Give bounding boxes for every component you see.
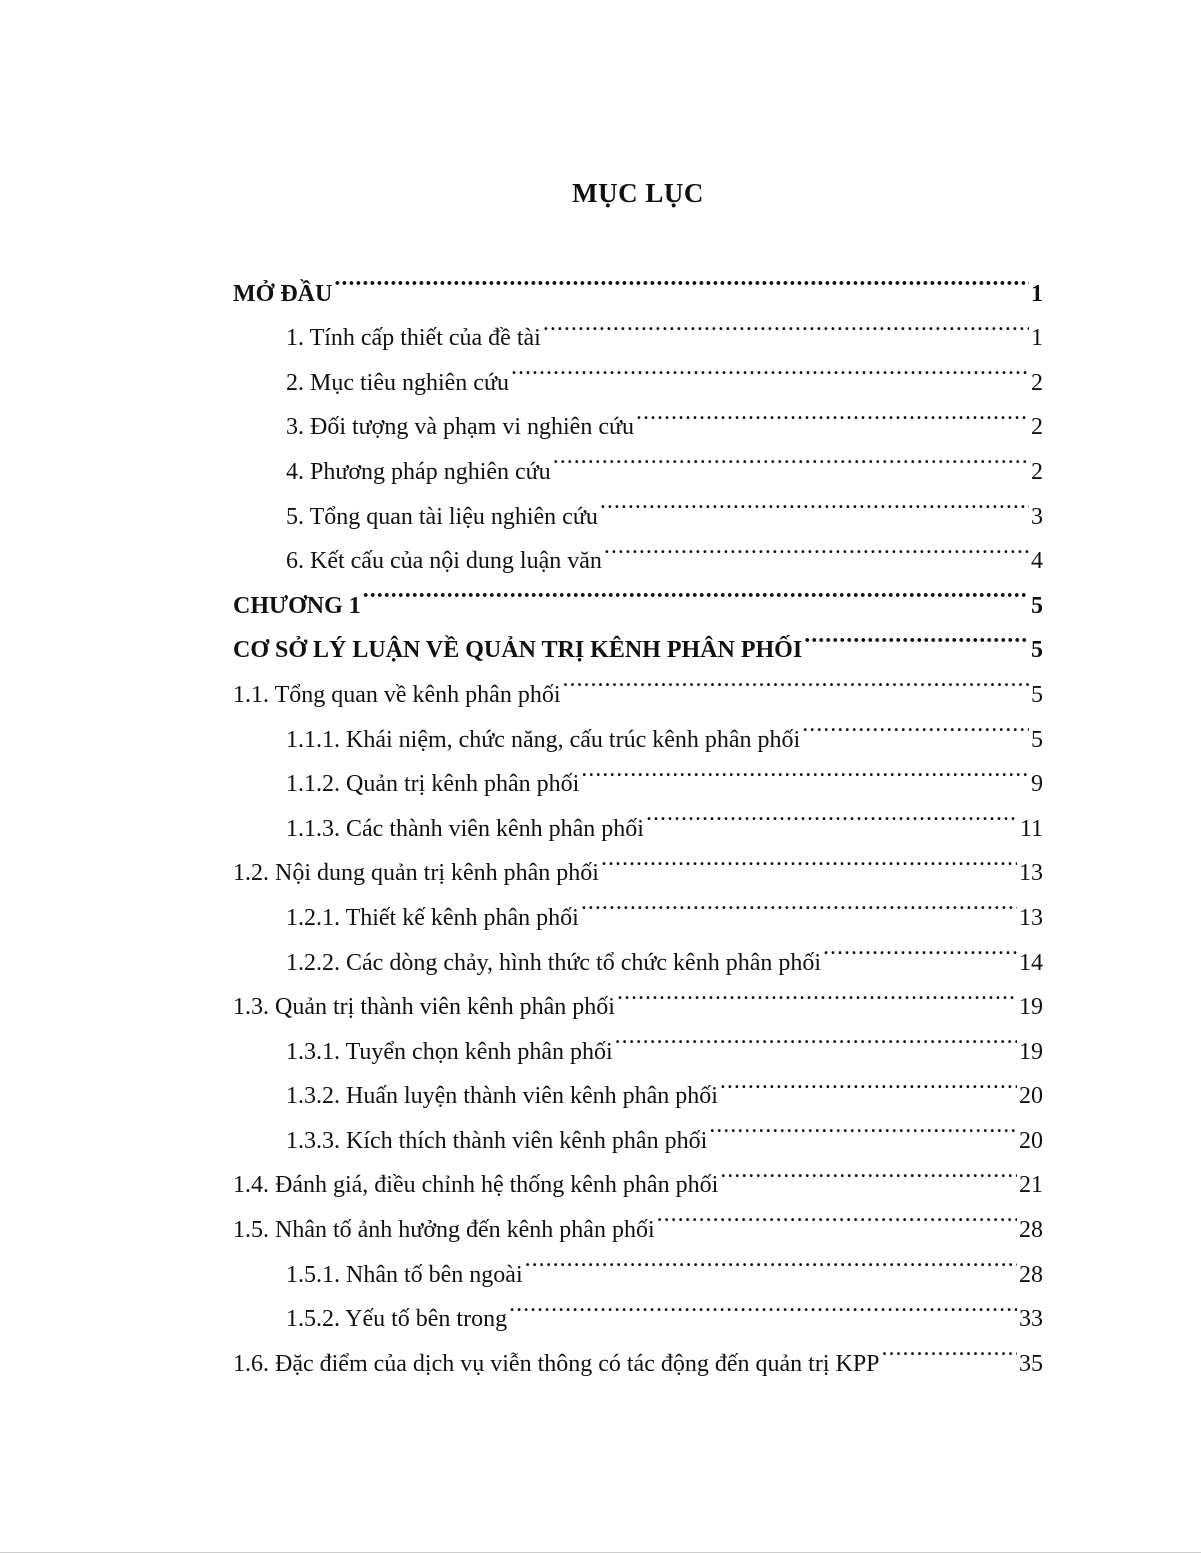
toc-dot-leader	[802, 702, 1029, 747]
toc-dot-leader	[525, 1237, 1017, 1282]
toc-entry-label: 1.4. Đánh giá, điều chỉnh hệ thống kênh phân phối	[233, 1172, 719, 1199]
toc-entry-label: 1.1.2. Quản trị kênh phân phối	[286, 771, 580, 798]
toc-entry-label: 1.2.1. Thiết kế kênh phân phối	[286, 904, 579, 931]
toc-entry-label: 1.3.1. Tuyển chọn kênh phân phối	[286, 1038, 613, 1065]
toc-entry-label: 6. Kết cấu của nội dung luận văn	[286, 548, 602, 575]
toc-entry-page-number: 20	[1019, 1127, 1043, 1154]
toc-entry-label: 1.2.2. Các dòng chảy, hình thức tổ chức kênh phân phối	[286, 949, 822, 976]
toc-entry-label: 1.5.2. Yếu tố bên trong	[286, 1306, 508, 1333]
toc-entry-page-number: 2	[1031, 369, 1043, 396]
toc-dot-leader	[720, 1148, 1017, 1193]
toc-entry-page-number: 13	[1019, 860, 1043, 887]
toc-entry-label: 1.5. Nhân tố ảnh hưởng đến kênh phân phối	[233, 1217, 655, 1244]
toc-dot-leader	[563, 657, 1029, 702]
toc-entry-page-number: 2	[1031, 414, 1043, 441]
toc-dot-leader	[581, 880, 1017, 925]
toc-entry[interactable]	[233, 301, 1043, 352]
toc-entry-label: CƠ SỞ LÝ LUẬN VỀ QUẢN TRỊ KÊNH PHÂN PHỐI	[233, 637, 803, 664]
toc-entry-page-number: 5	[1031, 592, 1043, 619]
toc-entry-page-number: 28	[1019, 1261, 1043, 1288]
toc-entry-label: 3. Đối tượng và phạm vi nghiên cứu	[286, 414, 634, 441]
toc-dot-leader	[646, 791, 1018, 836]
toc-dot-leader	[334, 256, 1029, 301]
page-title: MỤC LỤC	[572, 178, 704, 208]
toc-dot-leader	[720, 1059, 1017, 1104]
toc-dot-leader	[804, 613, 1029, 658]
toc-dot-leader	[882, 1326, 1017, 1371]
toc-entry-page-number: 5	[1031, 726, 1043, 753]
toc-entry-label: 5. Tổng quan tài liệu nghiên cứu	[286, 503, 598, 530]
toc-entry-page-number: 2	[1031, 458, 1043, 485]
toc-dot-leader	[581, 747, 1029, 792]
toc-entry-page-number: 5	[1031, 681, 1043, 708]
toc-entry-page-number: 14	[1019, 949, 1043, 976]
toc-dot-leader	[823, 925, 1017, 970]
toc-dot-leader	[511, 345, 1029, 390]
toc-dot-leader	[543, 301, 1029, 346]
toc-dot-leader	[636, 390, 1029, 435]
toc-entry-page-number: 20	[1019, 1083, 1043, 1110]
toc-dot-leader	[553, 434, 1029, 479]
toc-dot-leader	[709, 1103, 1017, 1148]
toc-entry-label: 1.2. Nội dung quản trị kênh phân phối	[233, 860, 599, 887]
toc-dot-leader	[604, 524, 1029, 569]
toc-entry-page-number: 4	[1031, 548, 1043, 575]
toc-entry-page-number: 19	[1019, 994, 1043, 1021]
table-of-contents	[233, 256, 1043, 1377]
toc-entry-label: 1. Tính cấp thiết của đề tài	[286, 325, 541, 352]
toc-entry-label: 1.1. Tổng quan về kênh phân phối	[233, 681, 561, 708]
toc-dot-leader	[601, 836, 1017, 881]
toc-entry-label: 2. Mục tiêu nghiên cứu	[286, 369, 509, 396]
toc-entry-page-number: 28	[1019, 1217, 1043, 1244]
toc-entry-label: 1.6. Đặc điểm của dịch vụ viễn thông có tác động đến quản trị KPP	[233, 1350, 880, 1377]
toc-entry-label: 1.3. Quản trị thành viên kênh phân phối	[233, 994, 615, 1021]
toc-dot-leader	[615, 1014, 1017, 1059]
toc-entry-page-number: 11	[1019, 815, 1043, 842]
toc-entry-page-number: 1	[1031, 280, 1043, 307]
toc-entry-label: CHƯƠNG 1	[233, 592, 361, 619]
toc-entry-label: 1.5.1. Nhân tố bên ngoài	[286, 1261, 523, 1288]
toc-dot-leader	[617, 970, 1017, 1015]
toc-entry-page-number: 21	[1019, 1172, 1043, 1199]
toc-entry-page-number: 35	[1019, 1350, 1043, 1377]
toc-entry-page-number: 9	[1031, 771, 1043, 798]
toc-entry[interactable]	[233, 256, 1043, 307]
toc-entry-page-number: 1	[1031, 325, 1043, 352]
toc-entry-page-number: 13	[1019, 904, 1043, 931]
toc-dot-leader	[509, 1282, 1017, 1327]
toc-entry-label: MỞ ĐẦU	[233, 280, 333, 307]
toc-entry-label: 1.1.3. Các thành viên kênh phân phối	[286, 815, 644, 842]
toc-dot-leader	[600, 479, 1029, 524]
toc-entry-label: 4. Phương pháp nghiên cứu	[286, 458, 551, 485]
toc-entry-page-number: 3	[1031, 503, 1043, 530]
toc-entry-label: 1.3.3. Kích thích thành viên kênh phân phối	[286, 1127, 708, 1154]
page-bottom-divider	[0, 1552, 1201, 1553]
toc-entry-page-number: 19	[1019, 1038, 1043, 1065]
toc-dot-leader	[657, 1192, 1017, 1237]
toc-entry-page-number: 5	[1031, 637, 1043, 664]
toc-entry-label: 1.1.1. Khái niệm, chức năng, cấu trúc kênh phân phối	[286, 726, 801, 753]
toc-dot-leader	[363, 568, 1029, 613]
toc-entry-label: 1.3.2. Huấn luyện thành viên kênh phân phối	[286, 1083, 718, 1110]
toc-entry-page-number: 33	[1019, 1306, 1043, 1333]
